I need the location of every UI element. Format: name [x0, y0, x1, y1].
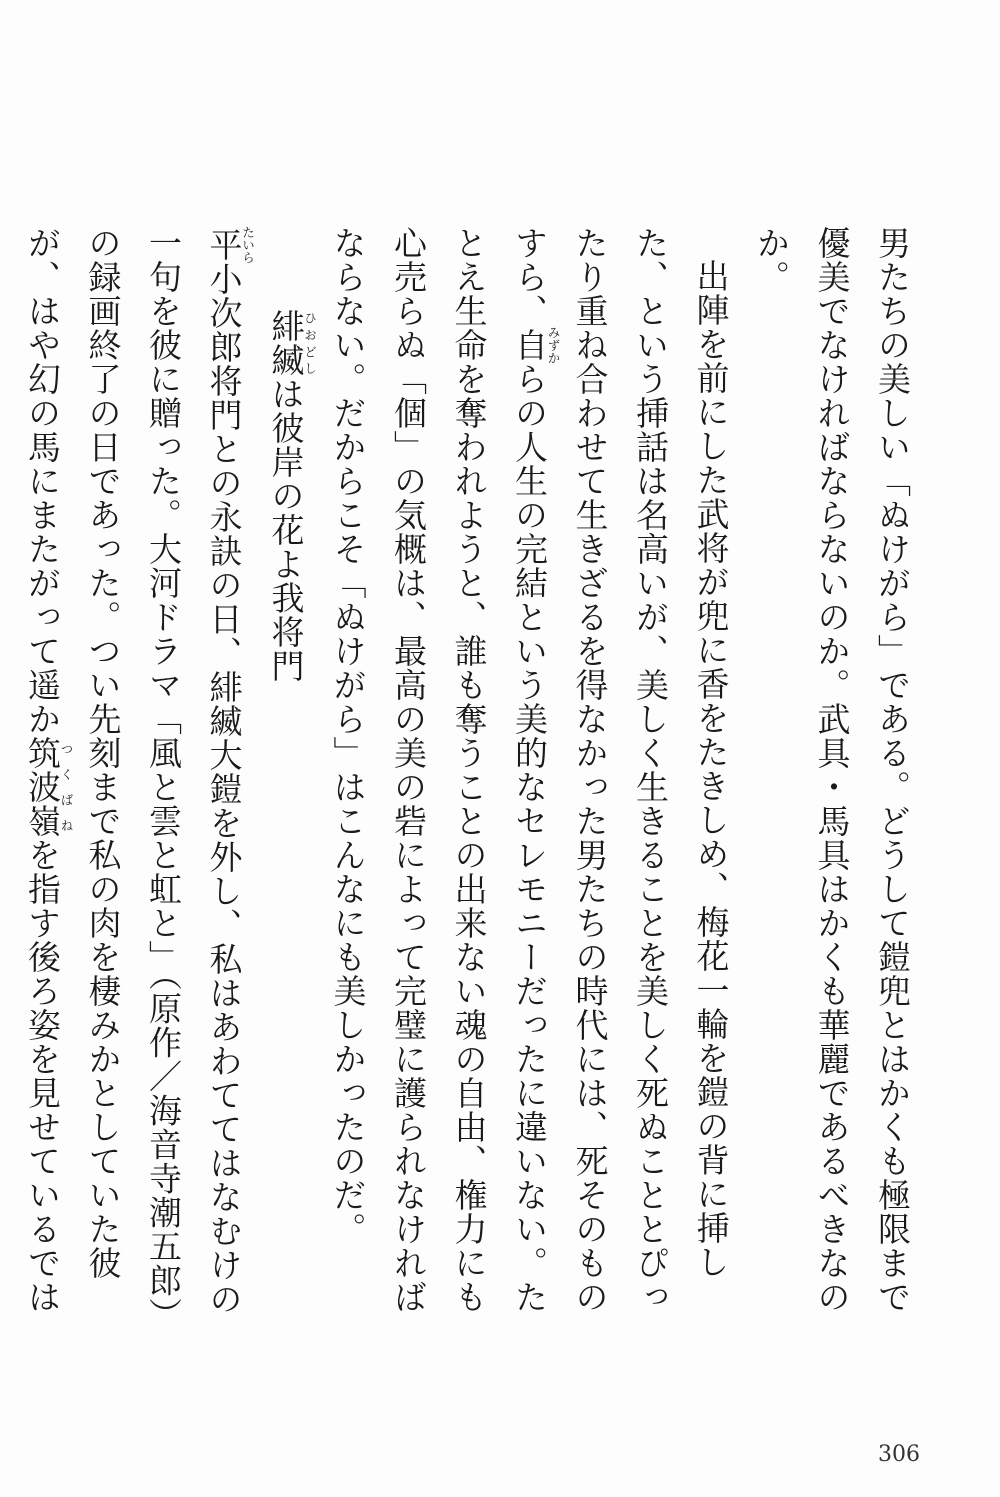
- heading-ruby-reading: ひおどし: [302, 308, 318, 377]
- paragraph-1: 男たちの美しい「ぬけがら」である。どうして鎧兜とはかくも極限まで優美でなければならないのか。武具・馬具はかくも華麗であるべきなのか。: [752, 226, 912, 1314]
- p3-ruby-reading: たいら: [240, 226, 256, 264]
- p3-ruby: [204, 226, 256, 264]
- mizukara-ruby: 自みずか: [510, 326, 561, 364]
- paragraph-3: [0, 226, 255, 1326]
- p3-ruby2-reading: つくばね: [59, 736, 74, 838]
- paragraph-2: [317, 226, 741, 1326]
- vertical-text-body: [23, 226, 922, 1326]
- p3-ruby2-base: 筑波嶺: [23, 736, 62, 838]
- heading-rest: は彼岸の花よ我将門: [266, 376, 306, 683]
- p3-part2: を指す後ろ姿を見せているでは: [23, 838, 62, 1314]
- p3-ruby-2: [23, 736, 74, 838]
- section-heading: [255, 226, 317, 1326]
- heading-ruby: [266, 308, 318, 377]
- paragraph-2-text: 出陣を前にした武将が兜に香をたきしめ、梅花一輪を鎧の背に挿した、という挿話は名高いが、美しく生きることを美しく死ぬこととぴったり重ね合わせて生きざるを得なかった男たちの時代には、死そのものすら、自みずからの人生の完結という美的なセレモニーだったに違いない。たとえ生命を奪われようと、誰も奪うことの出来ない魂の自由、権力にも心売らぬ「個」の気概は、最高の美の砦によって完璧に護られなければならない。だからこそ「ぬけがら」はこんなにも美しかったのだ。: [328, 226, 731, 1314]
- page-number: 306: [878, 1442, 920, 1467]
- heading-ruby-base: 緋縅: [266, 308, 306, 377]
- p3-ruby-base: 平: [204, 226, 244, 264]
- p3-part1: 小次郎将門との永訣の日、緋縅大鎧を外し、私はあわててはなむけの一句を彼に贈った。大河ドラマ「風と雲と虹と」（原作／海音寺潮五郎）の録画終了の日であった。つい先刻まで私の肉を棲みかとしていた彼が、はや幻の馬にまたがって遥か: [23, 226, 244, 1316]
